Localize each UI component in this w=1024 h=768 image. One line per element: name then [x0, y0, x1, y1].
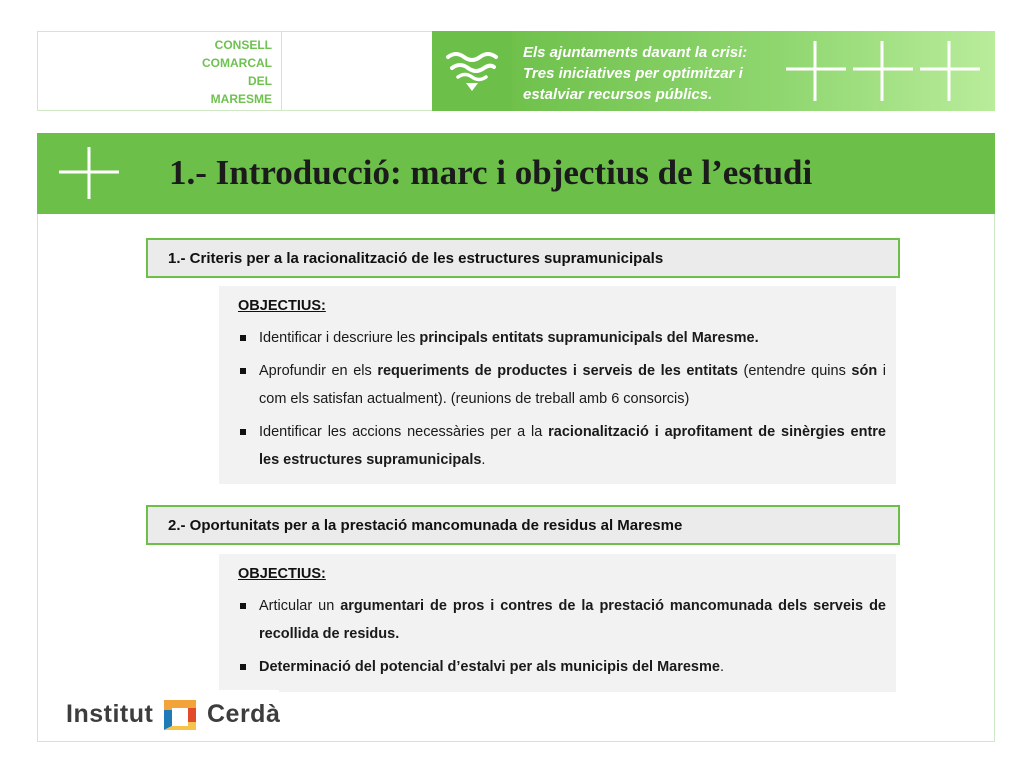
plus-cross-icon	[920, 41, 980, 101]
org-name	[37, 31, 282, 111]
text-run: Articular un	[259, 598, 341, 614]
square-bullet-icon	[240, 664, 246, 670]
list-item	[238, 357, 886, 413]
tagline-line: estalviar recursos públics.	[523, 86, 713, 103]
item-text	[259, 424, 886, 468]
text-run-bold: són	[851, 363, 878, 379]
plus-cross-icon	[853, 41, 913, 101]
section-heading-text: 1.- Criteris per a la racionalització de les estructures supramunicipals	[168, 250, 664, 267]
text-run: (entendre quins	[737, 363, 852, 379]
logo-word-2: Cerdà	[207, 700, 281, 728]
item-text	[259, 330, 759, 346]
section-heading-1	[146, 238, 900, 278]
plus-cross-icon	[786, 41, 846, 101]
tagline-line: Els ajuntaments davant la crisi:	[523, 44, 748, 61]
list-item	[238, 592, 886, 648]
item-text	[259, 598, 886, 642]
tagline-panel	[512, 31, 995, 111]
institut-cerda-mark-icon	[160, 696, 200, 734]
section-heading-2	[146, 505, 900, 545]
objectives-label: OBJECTIUS:	[238, 566, 326, 582]
objectives-panel-2	[219, 554, 896, 692]
text-run-bold: argumentari de pros i contres de la prestació mancomunada dels serveis de recollida de residus.	[259, 598, 886, 642]
maresme-waves-icon	[432, 31, 512, 111]
org-line: DEL	[248, 74, 272, 88]
item-text	[259, 363, 886, 407]
text-run: Aprofundir en els	[259, 363, 378, 379]
text-run-bold: racionalització i aprofitament de sinèrgies entre les estructures supramunicipals	[259, 424, 886, 468]
item-text	[259, 659, 724, 675]
list-item	[238, 418, 886, 474]
text-run: Identificar i descriure les	[259, 330, 420, 346]
section-heading-text: 2.- Oportunitats per a la prestació mancomunada de residus al Maresme	[168, 517, 683, 534]
objectives-panel-1	[219, 286, 896, 484]
org-line: COMARCAL	[202, 56, 272, 70]
list-item	[238, 653, 886, 681]
emblem-block	[432, 31, 512, 111]
plus-cross-icon	[59, 147, 119, 199]
tagline	[523, 42, 793, 105]
tagline-line: Tres iniciatives per optimitzar i	[523, 65, 743, 82]
list-item	[238, 324, 886, 352]
square-bullet-icon	[240, 335, 246, 341]
title-bar	[37, 133, 995, 214]
text-run: Identificar les accions necessàries per a la	[259, 424, 549, 440]
square-bullet-icon	[240, 368, 246, 374]
objectives-label: OBJECTIUS:	[238, 298, 326, 314]
org-line: MARESME	[210, 92, 272, 106]
slide-title: 1.- Introducció: marc i objectius de l’estudi	[169, 153, 813, 192]
text-run: .	[481, 452, 486, 468]
logo-word-1: Institut	[66, 700, 154, 728]
text-run-bold: principals entitats supramunicipals del Maresme.	[419, 330, 759, 346]
objectives-list	[238, 592, 886, 681]
text-run-bold: Determinació del potencial d’estalvi per als municipis del Maresme	[259, 659, 720, 675]
text-run: .	[719, 659, 724, 675]
institut-cerda-logo	[63, 690, 279, 740]
square-bullet-icon	[240, 429, 246, 435]
text-run-bold: requeriments de productes i serveis de les entitats	[377, 363, 738, 379]
org-line: CONSELL	[214, 38, 272, 52]
text-run: i com els satisfan actualment). (reunions de treball amb 6 consorcis)	[259, 363, 886, 407]
square-bullet-icon	[240, 603, 246, 609]
cross-icons	[784, 39, 984, 103]
objectives-list	[238, 324, 886, 474]
